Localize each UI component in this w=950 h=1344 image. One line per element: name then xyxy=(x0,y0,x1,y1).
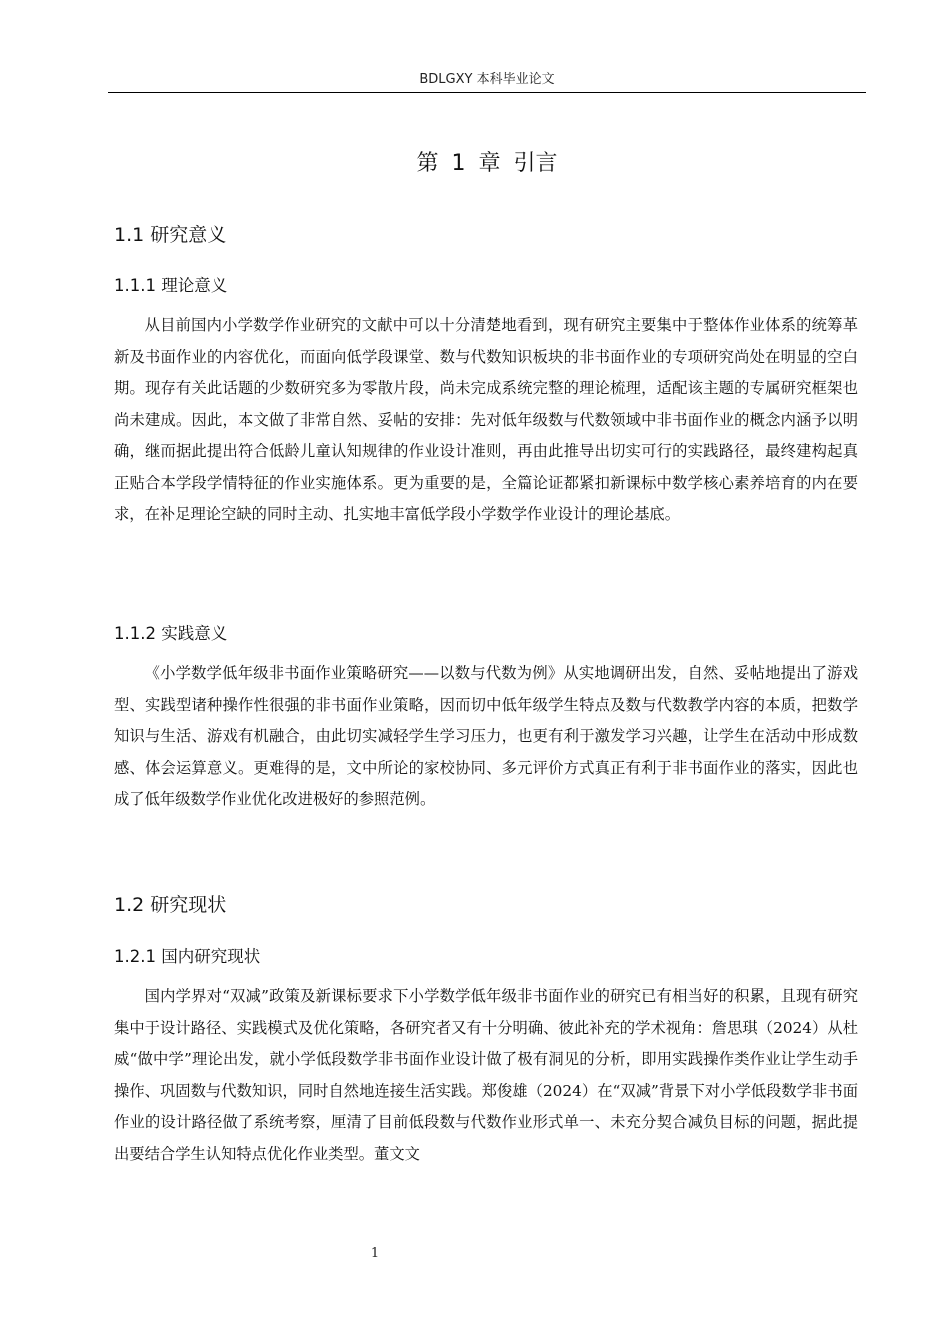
subsection-title-1-1-1: 1.1.1 理论意义 xyxy=(114,276,228,295)
chapter-title: 第 1 章 引言 xyxy=(416,151,558,176)
page-number: 1 xyxy=(370,1246,380,1261)
paragraph-practical-significance: 《小学数学低年级非书面作业策略研究——以数与代数为例》从实地调研出发，自然、妥帖地提出了游戏型、实践型诸种操作性很强的非书面作业策略，因而切中低年级学生特点及数与代数教学内容的本质，把数学知识与生活、游戏有机融合，由此切实减轻学生学习压力，也更有利于激发学习兴趣，让学生在活动中形成数感、体会运算意义。更难得的是，文中所论的家校协同、多元评价方式真正有利于非书面作业的落实，因此也成了低年级数学作业优化改进极好的参照范例。 xyxy=(114,664,858,808)
header-rule xyxy=(108,92,866,93)
paragraph-theoretical-significance: 从目前国内小学数学作业研究的文献中可以十分清楚地看到，现有研究主要集中于整体作业体系的统筹革新及书面作业的内容优化，而面向低学段课堂、数与代数知识板块的非书面作业的专项研究尚处在明显的空白期。现存有关此话题的少数研究多为零散片段，尚未完成系统完整的理论梳理，适配该主题的专属研究框架也尚未建成。因此，本文做了非常自然、妥帖的安排：先对低年级数与代数领域中非书面作业的概念内涵予以明确，继而据此提出符合低龄儿童认知规律的作业设计准则，再由此推导出切实可行的实践路径，最终建构起真正贴合本学段学情特征的作业实施体系。更为重要的是，全篇论证都紧扣新课标中数学核心素养培育的内在要求，在补足理论空缺的同时主动、扎实地丰富低学段小学数学作业设计的理论基底。 xyxy=(114,316,858,523)
subsection-title-1-2-1: 1.2.1 国内研究现状 xyxy=(114,947,261,966)
running-header: BDLGXY 本科毕业论文 xyxy=(419,72,555,87)
paragraph-domestic-research: 国内学界对“双减”政策及新课标要求下小学数学低年级非书面作业的研究已有相当好的积累，且现有研究集中于设计路径、实践模式及优化策略，各研究者又有十分明确、彼此补充的学术视角：詹思琪（2024）从杜威“做中学”理论出发，就小学低段数学非书面作业设计做了极有洞见的分析，即用实践操作类作业让学生动手操作、巩固数与代数知识，同时自然地连接生活实践。郑俊雄（2024）在“双减”背景下对小学低段数学非书面作业的设计路径做了系统考察，厘清了目前低段数与代数作业形式单一、未充分契合减负目标的问题，据此提出要结合学生认知特点优化作业类型。董文文 xyxy=(114,987,858,1163)
section-title-1-2: 1.2 研究现状 xyxy=(114,894,227,916)
section-title-1-1: 1.1 研究意义 xyxy=(114,224,227,246)
subsection-title-1-1-2: 1.1.2 实践意义 xyxy=(114,624,228,643)
